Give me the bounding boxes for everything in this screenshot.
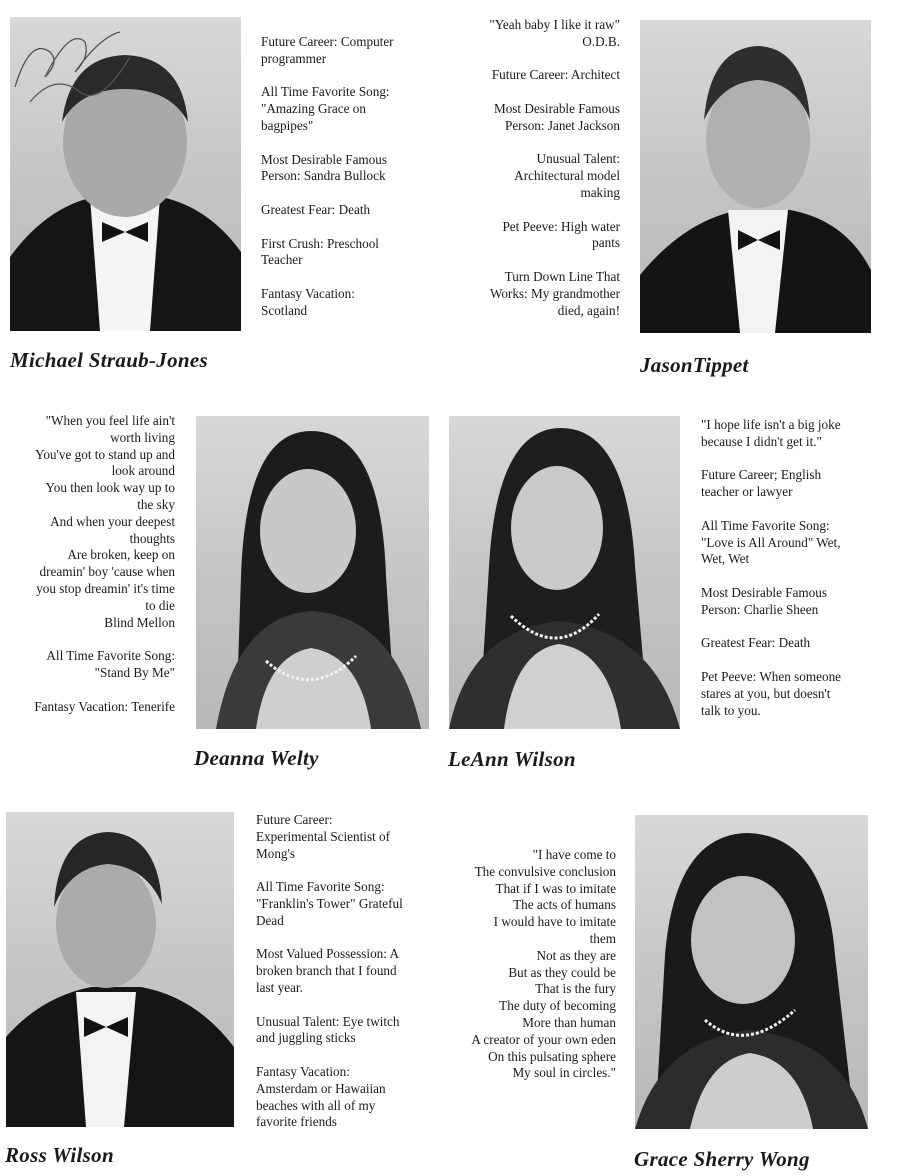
portrait-jason-tippet: [640, 20, 871, 333]
bio-leann-wilson: [701, 417, 891, 736]
bio-grace-sherry-wong: [436, 847, 616, 1099]
student-name: Grace Sherry Wong: [634, 1147, 810, 1171]
portrait-grace-sherry-wong: [635, 815, 868, 1129]
bio-line: Future Career: Architect: [491, 67, 620, 83]
student-name: LeAnn Wilson: [448, 747, 576, 771]
bio-line: Fantasy Vacation: Amsterdam or Hawaiian beaches with all of my favorite friends: [256, 1063, 386, 1130]
bio-line: Most Desirable Famous Person: Janet Jackson: [493, 100, 620, 133]
portrait-figure: [635, 815, 868, 1129]
portrait-leann-wilson: [449, 416, 680, 729]
portrait-ross-wilson: [6, 812, 234, 1127]
portrait-michael-straub-jones: [10, 17, 241, 331]
bio-deanna-welty: [4, 413, 175, 732]
bio-ross-wilson: [256, 812, 436, 1148]
bio-line: Future Career; English teacher or lawyer: [701, 467, 822, 500]
bio-line: Fantasy Vacation: Scotland: [261, 285, 355, 318]
bio-line: All Time Favorite Song: "Amazing Grace on bagpipes": [261, 84, 390, 133]
bio-line: Most Valued Possession: A broken branch that I found last year.: [256, 946, 400, 995]
bio-line: Most Desirable Famous Person: Sandra Bullock: [261, 151, 388, 184]
bio-line: "I have come to The convulsive conclusion That if I was to imitate The acts of humans I would have to imitate them Not as they are But as they could be That is the fury The duty of becoming More than human A creator of your own eden On this pulsating sphere My soul in circles.": [471, 847, 616, 1081]
bio-line: "When you feel life ain't worth living You've got to stand up and look around You then look way up to the sky And when your deepest thoughts Are broken, keep on dreamin' boy 'cause when you stop dreamin' it's time to die Blind Mellon: [35, 413, 175, 630]
bio-line: Most Desirable Famous Person: Charlie Sheen: [701, 584, 828, 617]
bio-line: First Crush: Preschool Teacher: [261, 235, 379, 268]
bio-line: Greatest Fear: Death: [261, 201, 371, 217]
portrait-figure: [449, 416, 680, 729]
bio-line: Unusual Talent: Architectural model making: [514, 151, 620, 200]
student-name: Deanna Welty: [194, 746, 319, 770]
student-name: JasonTippet: [640, 353, 749, 377]
student-name: Michael Straub-Jones: [10, 348, 208, 372]
bio-line: Unusual Talent: Eye twitch and juggling sticks: [256, 1013, 400, 1046]
bio-line: Pet Peeve: High water pants: [502, 218, 620, 251]
bio-line: Pet Peeve: When someone stares at you, but doesn't talk to you.: [701, 668, 842, 718]
bio-line: Greatest Fear: Death: [701, 635, 811, 651]
portrait-figure: [640, 20, 871, 333]
portrait-deanna-welty: [196, 416, 429, 729]
bio-line: Future Career: Computer programmer: [261, 34, 394, 66]
bio-jason-tippet: [440, 17, 620, 336]
bio-line: "I hope life isn't a big joke because I didn't get it.": [701, 417, 841, 449]
handwritten-signature: [10, 17, 140, 117]
portrait-figure: [6, 812, 234, 1127]
student-name: Ross Wilson: [5, 1143, 114, 1167]
bio-michael-straub-jones: [261, 34, 461, 336]
bio-line: All Time Favorite Song: "Stand By Me": [46, 648, 175, 680]
bio-line: Future Career: Experimental Scientist of Mong's: [256, 812, 391, 861]
bio-line: All Time Favorite Song: "Franklin's Tower" Grateful Dead: [256, 879, 403, 928]
bio-line: Fantasy Vacation: Tenerife: [34, 698, 175, 714]
bio-line: All Time Favorite Song: "Love is All Around" Wet, Wet, Wet: [701, 517, 841, 567]
bio-line: Turn Down Line That Works: My grandmother died, again!: [489, 268, 620, 318]
portrait-figure: [196, 416, 429, 729]
bio-line: "Yeah baby I like it raw" O.D.B.: [489, 17, 620, 49]
